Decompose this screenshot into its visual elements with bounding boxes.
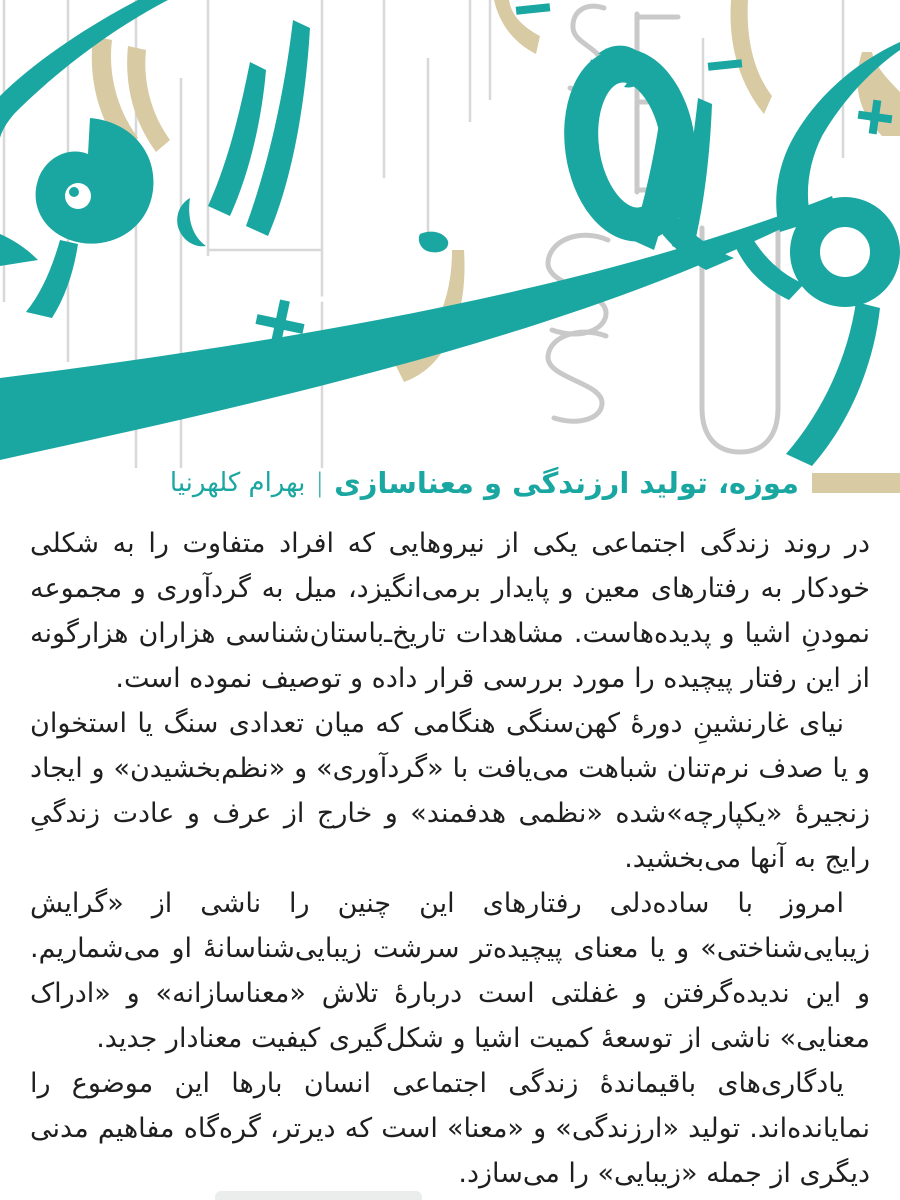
paragraph: نیای غارنشینِ دورهٔ کهن‌سنگی هنگامی که میان تعدادی سنگ یا استخوان و یا صدف نرم‌تنان شباهت می‌یافت با «گردآوری» و «نظم‌بخشیدن» و ایجاد زنجیرهٔ «یکپارچه»‌شده «نظمی هدفمند» و خارج از عرف و عادت زندگیِ رایج به آنها می‌بخشید.	[30, 708, 870, 874]
paragraph: یادگاری‌های باقیماندهٔ زندگی اجتماعی انسان بارها این موضوع را نمایانده‌اند. تولید «ارزندگی» و «معنا» است که دیرتر، گره‌گاه مفاهیم مدنی دیگری از جمله «زیبایی» را می‌سازد.	[30, 1068, 870, 1189]
article-body	[0, 521, 900, 1196]
minus-icon	[516, 3, 551, 15]
cutoff-block-fragment	[215, 1191, 422, 1200]
byline-row	[0, 466, 900, 500]
tan-accent-bar	[812, 473, 900, 493]
title-separator: |	[315, 468, 325, 498]
article-title: موزه، تولید ارزندگی و معناسازی	[334, 466, 799, 500]
calligraphy-artwork	[0, 0, 900, 470]
author-name: بهرام کلهرنیا	[169, 468, 306, 498]
paragraph: در روند زندگی اجتماعی یکی از نیروهایی که افراد متفاوت را به شکلی خودکار به رفتارهای معین و پایدار برمی‌انگیزد، میل به گردآوری و مجموعه نمودنِ اشیا و پدیده‌هاست. مشاهدات تاریخ‌ـ‌باستان‌شناسی هزاران هزارگونه از این رفتار پیچیده را مورد بررسی قرار داده و توصیف نموده است.	[30, 528, 870, 694]
minus-icon	[708, 59, 743, 71]
paragraph: امروز با ساده‌دلی رفتارهای این چنین را ناشی از «گرایش زیبایی‌شناختی» و یا معنای پیچیده‌تر سرشت زیبایی‌شناسانهٔ او می‌شماریم. و این ندیده‌گرفتن و غفلتی است دربارهٔ تلاش «معناسازانه» و «ادراک معنایی» ناشی از توسعهٔ کمیت اشیا و شکل‌گیری کیفیت معنادار جدید.	[30, 888, 870, 1054]
